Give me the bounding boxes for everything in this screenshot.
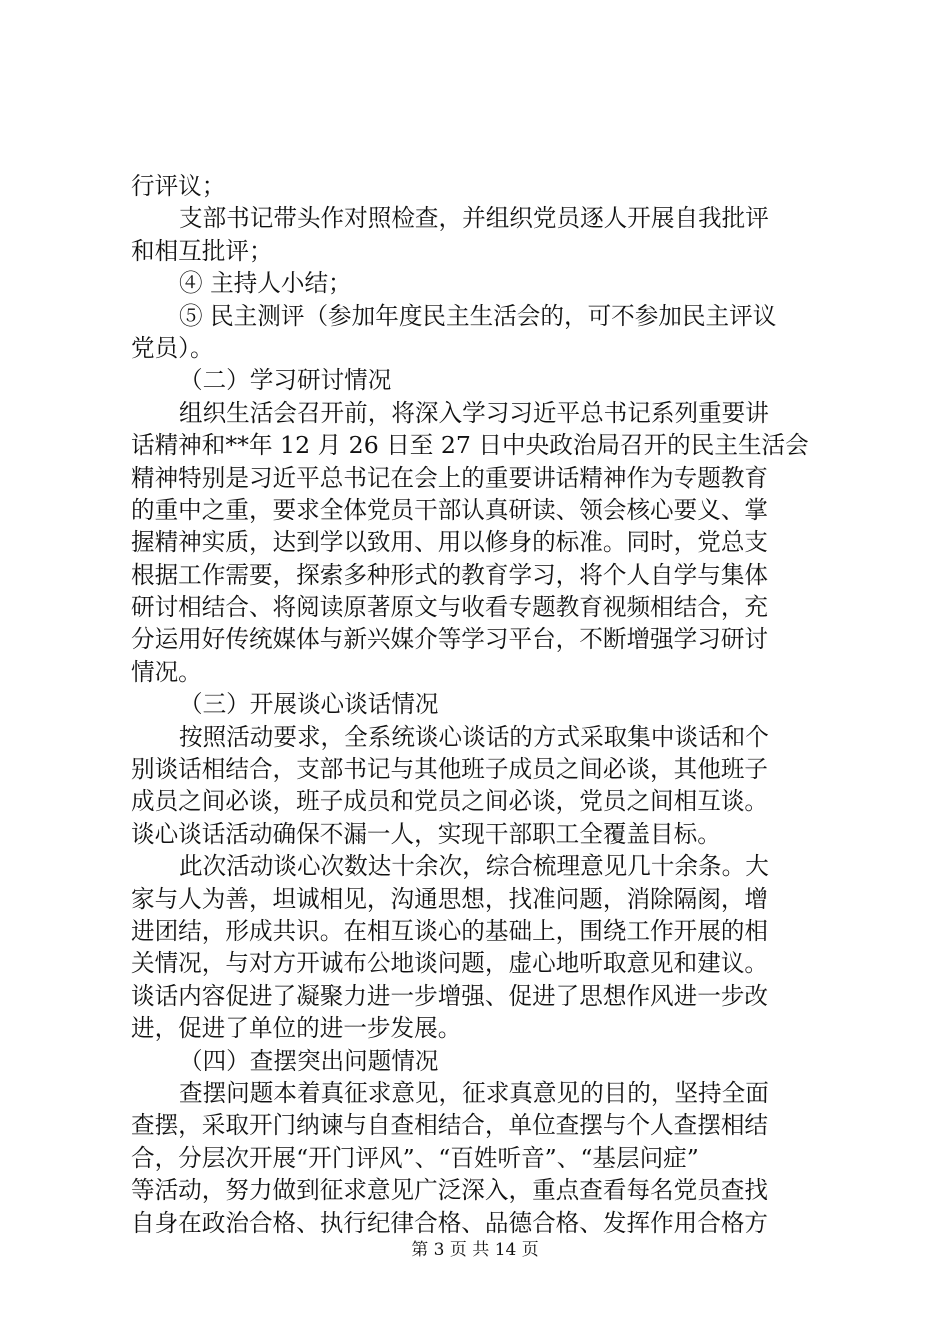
text-line: （二）学习研讨情况 — [179, 366, 392, 395]
text-line: 合，分层次开展“开门评风”、“百姓听音”、“基层问症” — [131, 1143, 699, 1172]
text-line: ④ 主持人小结； — [179, 269, 352, 298]
text-line: 和相互批评； — [131, 236, 273, 265]
text-line: 等活动，努力做到征求意见广泛深入，重点查看每名党员查找 — [131, 1176, 769, 1205]
text-line: 谈话内容促进了凝聚力进一步增强、促进了思想作风进一步改 — [131, 981, 769, 1010]
text-line: 握精神实质，达到学以致用、用以修身的标准。同时，党总支 — [131, 528, 769, 557]
text-line: 别谈话相结合，支部书记与其他班子成员之间必谈，其他班子 — [131, 755, 769, 784]
text-line: 查摆问题本着真征求意见，征求真意见的目的，坚持全面 — [179, 1078, 769, 1107]
text-line: 进团结，形成共识。在相互谈心的基础上，围绕工作开展的相 — [131, 916, 769, 945]
text-line: 查摆，采取开门纳谏与自查相结合，单位查摆与个人查摆相结 — [131, 1111, 769, 1140]
text-line: 家与人为善，坦诚相见，沟通思想，找准问题，消除隔阂，增 — [131, 884, 769, 913]
text-line: 精神特别是习近平总书记在会上的重要讲话精神作为专题教育 — [131, 463, 769, 492]
text-line: 此次活动谈心次数达十余次，综合梳理意见几十余条。大 — [179, 852, 769, 881]
text-line: 成员之间必谈，班子成员和党员之间必谈，党员之间相互谈。 — [131, 787, 769, 816]
text-line: 研讨相结合、将阅读原著原文与收看专题教育视频相结合，充 — [131, 593, 769, 622]
document-body — [131, 170, 831, 1239]
text-line: 支部书记带头作对照检查，并组织党员逐人开展自我批评 — [179, 204, 769, 233]
text-line: 关情况，与对方开诚布公地谈问题，虚心地听取意见和建议。 — [131, 949, 769, 978]
text-line: 谈心谈话活动确保不漏一人，实现干部职工全覆盖目标。 — [131, 819, 721, 848]
text-line: （三）开展谈心谈话情况 — [179, 690, 439, 719]
text-line: 组织生活会召开前，将深入学习习近平总书记系列重要讲 — [179, 398, 769, 427]
text-line: 分运用好传统媒体与新兴媒介等学习平台，不断增强学习研讨 — [131, 625, 769, 654]
text-line: 进，促进了单位的进一步发展。 — [131, 1014, 462, 1043]
text-line: 的重中之重，要求全体党员干部认真研读、领会核心要义、掌 — [131, 495, 769, 524]
text-line: 党员）。 — [131, 333, 214, 362]
text-line: 按照活动要求，全系统谈心谈话的方式采取集中谈话和个 — [179, 722, 769, 751]
text-line: 自身在政治合格、执行纪律合格、品德合格、发挥作用合格方 — [131, 1208, 769, 1237]
text-line: 根据工作需要，探索多种形式的教育学习，将个人自学与集体 — [131, 560, 769, 589]
text-line: （四）查摆突出问题情况 — [179, 1046, 439, 1075]
text-line: ⑤ 民主测评（参加年度民主生活会的，可不参加民主评议 — [179, 301, 777, 330]
text-line: 行评议； — [131, 172, 226, 200]
text-line: 话精神和**年 12 月 26 日至 27 日中央政治局召开的民主生活会 — [131, 431, 809, 460]
text-line: 情况。 — [131, 657, 202, 686]
page-footer: 第 3 页 共 14 页 — [411, 1240, 539, 1260]
